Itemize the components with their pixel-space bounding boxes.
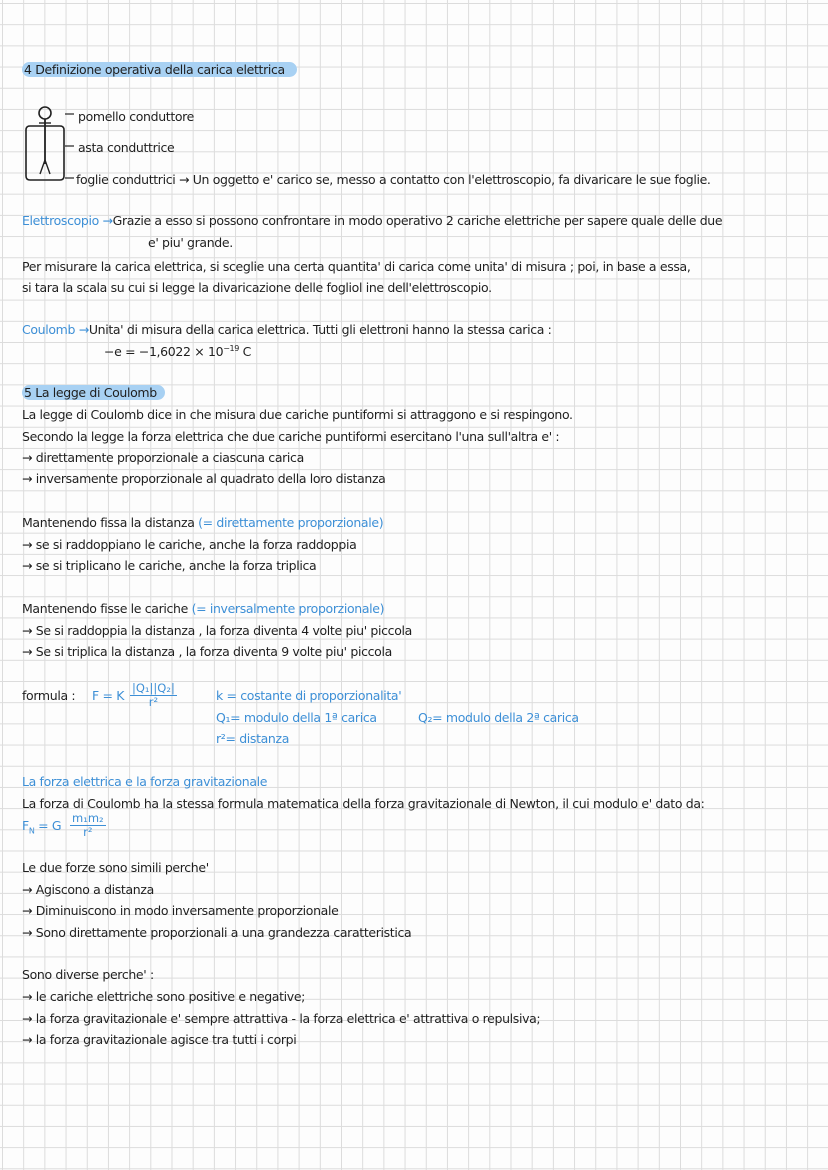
fraction-numerator: |Q₁||Q₂| <box>132 681 175 695</box>
formula-label: formula : <box>22 688 76 703</box>
misura-line-2: si tara la scala su cui si legge la divaricazione delle fogliol ine dell'elettroscopio. <box>22 280 492 295</box>
coulomb-definition: Coulomb →Unita' di misura della carica elettrica. Tutti gli elettroni hanno la stessa carica : <box>22 322 552 337</box>
simili-bullet-2: → Diminuiscono in modo inversamente proporzionale <box>22 903 339 918</box>
section-4-title: 4 Definizione operativa della carica elettrica <box>22 62 297 78</box>
cariche-heading: Mantenendo fisse le cariche (= inversalmente proporzionale) <box>22 601 385 616</box>
cariche-bullet-2: → Se si triplica la distanza , la forza diventa 9 volte piu' piccola <box>22 644 392 659</box>
elettroscopio-text-2: e' piu' grande. <box>148 235 233 250</box>
diverse-heading: Sono diverse perche' : <box>22 967 154 982</box>
distanza-heading: Mantenendo fissa la distanza (= direttamente proporzionale) <box>22 515 384 530</box>
coulomb-formula-fraction <box>130 682 177 709</box>
coulomb-formula: $-e = -1,6022 \times 10^{-19}$ C <box>104 344 252 360</box>
diverse-bullet-2: → la forza gravitazionale e' sempre attrattiva - la forza elettrica e' attrattiva o repulsiva; <box>22 1011 541 1026</box>
fraction-denominator: r² <box>83 825 93 839</box>
fraction-numerator: m₁m₂ <box>72 811 104 825</box>
legge-bullet-1: → direttamente proporzionale a ciascuna carica <box>22 450 304 465</box>
label-pomello: pomello conduttore <box>78 109 195 124</box>
coulomb-term: Coulomb → <box>22 322 89 337</box>
cariche-bullet-1: → Se si raddoppia la distanza , la forza diventa 4 volte piu' piccola <box>22 623 412 638</box>
simili-bullet-1: → Agiscono a distanza <box>22 882 154 897</box>
fraction-denominator: r² <box>148 695 159 709</box>
distanza-bullet-1: → se si raddoppiano le cariche, anche la forza raddoppia <box>22 537 357 552</box>
misura-line-1: Per misurare la carica elettrica, si sceglie una certa quantita' di carica come unita' di misura ; poi, in base a essa, <box>22 259 691 274</box>
legge-line-2: Secondo la legge la forza elettrica che due cariche puntiformi esercitano l'una sull'altra e' : <box>22 429 560 444</box>
label-asta: asta conduttrice <box>78 140 175 155</box>
diverse-bullet-1: → le cariche elettriche sono positive e negative; <box>22 989 306 1004</box>
simili-heading: Le due forze sono simili perche' <box>22 860 209 875</box>
distanza-bullet-2: → se si triplicano le cariche, anche la forza triplica <box>22 558 317 573</box>
section-6-title: La forza elettrica e la forza gravitazionale <box>22 774 268 789</box>
diverse-bullet-3: → la forza gravitazionale agisce tra tutti i corpi <box>22 1032 297 1047</box>
gravitazionale-line-1: La forza di Coulomb ha la stessa formula matematica della forza gravitazionale di Newton, il cui modulo e' dato da: <box>22 796 705 811</box>
def-k: k = costante di proporzionalita' <box>216 688 402 703</box>
def-q2: Q₂= modulo della 2ª carica <box>418 710 579 725</box>
elettroscopio-term: Elettroscopio → <box>22 213 113 228</box>
electroscope-drawing-icon <box>24 104 76 186</box>
simili-bullet-3: → Sono direttamente proporzionali a una grandezza caratteristica <box>22 925 412 940</box>
coulomb-formula-lhs: F = K <box>92 688 125 703</box>
legge-bullet-2: → inversamente proporzionale al quadrato della loro distanza <box>22 471 386 486</box>
newton-formula-lhs: $F_N = G$ <box>22 818 62 836</box>
def-r: r²= distanza <box>216 731 290 746</box>
legge-line-1: La legge di Coulomb dice in che misura due cariche puntiformi si attraggono e si respingono. <box>22 407 573 422</box>
def-q1: Q₁= modulo della 1ª carica <box>216 710 377 725</box>
newton-formula-fraction <box>70 812 106 839</box>
label-foglie: foglie conduttrici → Un oggetto e' carico se, messo a contatto con l'elettroscopio, fa divaricare le sue foglie. <box>76 172 711 187</box>
elettroscopio-definition: Elettroscopio →Grazie a esso si possono confrontare in modo operativo 2 cariche elettriche per sapere quale delle due <box>22 213 723 228</box>
section-5-title: 5 La legge di Coulomb <box>22 385 165 401</box>
